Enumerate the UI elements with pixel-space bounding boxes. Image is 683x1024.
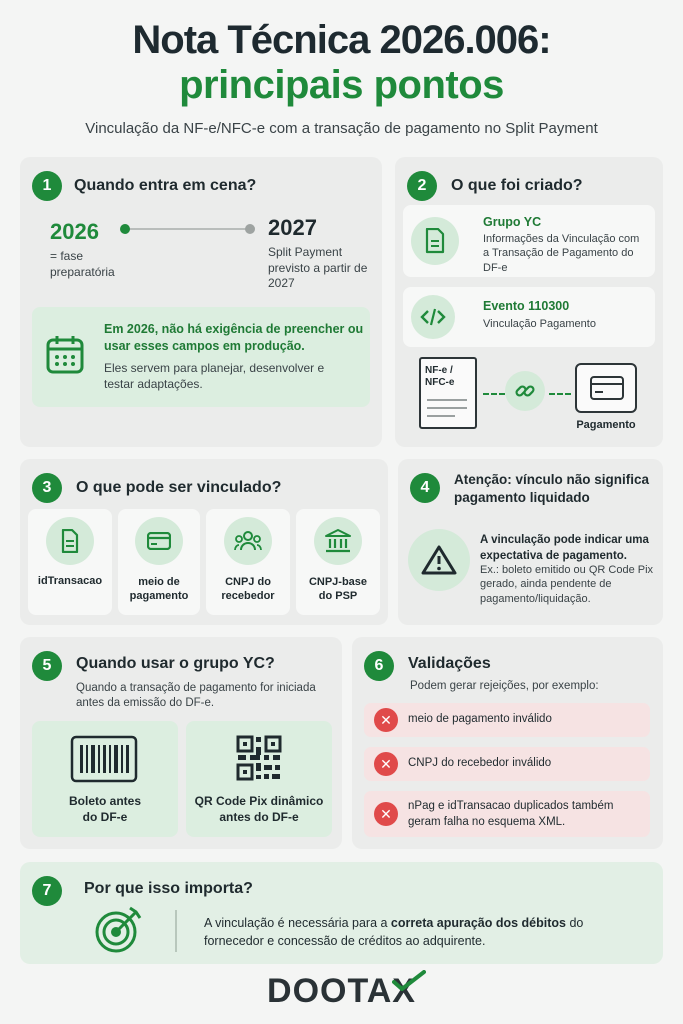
qr-code-icon	[236, 735, 282, 781]
section-attention	[398, 459, 663, 625]
validation-text: meio de pagamento inválido	[408, 713, 552, 725]
created-item-desc: Vinculação Pagamento	[483, 318, 596, 330]
why-text	[204, 914, 624, 950]
validations-desc: Podem gerar rejeições, por exemplo:	[410, 680, 599, 692]
why-text-a: A vinculação é necessária para a	[204, 916, 391, 930]
error-icon: ✕	[374, 802, 398, 826]
validation-text: CNPJ do recebedor inválido	[408, 757, 552, 769]
linkable-label: CNPJ do recebedor	[221, 576, 275, 603]
payment-card-graphic	[575, 363, 637, 413]
section-when-yc	[20, 637, 342, 849]
linkable-label: CNPJ-base do PSP	[308, 576, 368, 603]
page-title-highlight: principais pontos	[179, 63, 504, 107]
year-2026: 2026	[50, 219, 99, 244]
year-2027: 2027	[268, 215, 317, 240]
section-number: 7	[32, 876, 62, 906]
validation-text: nPag e idTransacao duplicados também geram falha no esquema XML.	[408, 800, 614, 829]
barcode-icon	[70, 735, 138, 783]
yc-option-boleto	[32, 721, 178, 837]
logo-check-icon	[392, 970, 426, 992]
section-title: O que foi criado?	[451, 177, 583, 194]
nfe-document-graphic	[419, 357, 477, 429]
target-icon	[94, 904, 144, 954]
credit-card-icon	[135, 517, 183, 565]
section-validations	[352, 637, 663, 849]
created-item-grupo-yc	[403, 205, 655, 277]
created-item-desc: Informações da Vinculação com a Transação de Pagamento do DF-e	[483, 233, 640, 274]
linkable-label: meio de pagamento	[129, 576, 189, 603]
section-title: Por que isso importa?	[84, 880, 253, 897]
section-number: 1	[32, 171, 62, 201]
divider	[175, 910, 177, 952]
yc-option-label: Boleto antes do DF-e	[68, 794, 141, 825]
validation-item	[364, 791, 650, 837]
yc-option-pix	[186, 721, 332, 837]
page-subtitle: Vinculação da NF-e/NFC-e com a transação de pagamento no Split Payment	[85, 120, 598, 137]
section-linkable	[20, 459, 388, 625]
document-icon	[411, 217, 459, 265]
attention-example: Ex.: boleto emitido ou QR Code Pix gerado, ainda pendente de pagamento/liquidação.	[480, 564, 654, 605]
link-icon	[505, 371, 545, 411]
why-text-bold: correta apuração dos débitos	[390, 916, 566, 930]
note-box	[32, 307, 370, 407]
calendar-icon	[44, 333, 86, 377]
section-why	[20, 862, 663, 964]
section-number: 3	[32, 473, 62, 503]
page-title: Nota Técnica 2026.006:	[132, 18, 551, 62]
section-number: 6	[364, 651, 394, 681]
dashed-connector	[483, 393, 505, 395]
note-text: Eles servem para planejar, desenvolver e testar adaptações.	[104, 361, 325, 391]
year-2026-desc: = fase preparatória	[50, 249, 115, 279]
timeline-dot-end	[245, 224, 255, 234]
attention-main: A vinculação pode indicar uma expectativa de pagamento.	[480, 534, 649, 562]
section-created	[395, 157, 663, 447]
error-icon: ✕	[374, 752, 398, 776]
credit-card-icon	[590, 376, 624, 400]
linkable-item	[296, 509, 380, 615]
validation-item	[364, 703, 650, 737]
code-icon	[411, 295, 455, 339]
document-icon	[46, 517, 94, 565]
section-title: Atenção: vínculo não significa pagamento liquidado	[454, 472, 650, 506]
section-number: 5	[32, 651, 62, 681]
payment-label: Pagamento	[576, 419, 636, 431]
linkable-item	[118, 509, 200, 615]
section-title: Quando usar o grupo YC?	[76, 655, 275, 672]
dashed-connector	[549, 393, 571, 395]
section-title: Validações	[408, 655, 491, 672]
year-2027-desc: Split Payment previsto a partir de 2027	[268, 245, 368, 291]
section-title: Quando entra em cena?	[74, 177, 257, 194]
nfe-label: NF-e / NFC-e	[425, 365, 455, 388]
linkable-item	[28, 509, 112, 615]
bank-icon	[314, 517, 362, 565]
created-item-title: Evento 110300	[483, 299, 570, 313]
brand-logo-text: DOOTAX	[267, 972, 416, 1010]
linkable-item	[206, 509, 290, 615]
warning-icon	[408, 529, 470, 591]
error-icon: ✕	[374, 708, 398, 732]
why-text-b: do fornecedor e concessão de créditos ao adquirente.	[204, 916, 584, 949]
note-bold: Em 2026, não há exigência de preencher ou usar esses campos em produção.	[104, 322, 364, 353]
linkable-label: idTransacao	[37, 575, 103, 587]
yc-option-label: QR Code Pix dinâmico antes do DF-e	[194, 794, 324, 825]
section-number: 4	[410, 473, 440, 503]
brand-logo	[0, 972, 683, 1011]
timeline-dot-start	[120, 224, 130, 234]
validation-item	[364, 747, 650, 781]
created-item-evento	[403, 287, 655, 347]
section-number: 2	[407, 171, 437, 201]
people-icon	[224, 517, 272, 565]
timeline-line	[124, 228, 250, 230]
section-when	[20, 157, 382, 447]
created-item-title: Grupo YC	[483, 215, 542, 229]
section-title: O que pode ser vinculado?	[76, 479, 282, 496]
yc-desc: Quando a transação de pagamento for iniciada antes da emissão do DF-e.	[76, 682, 316, 709]
